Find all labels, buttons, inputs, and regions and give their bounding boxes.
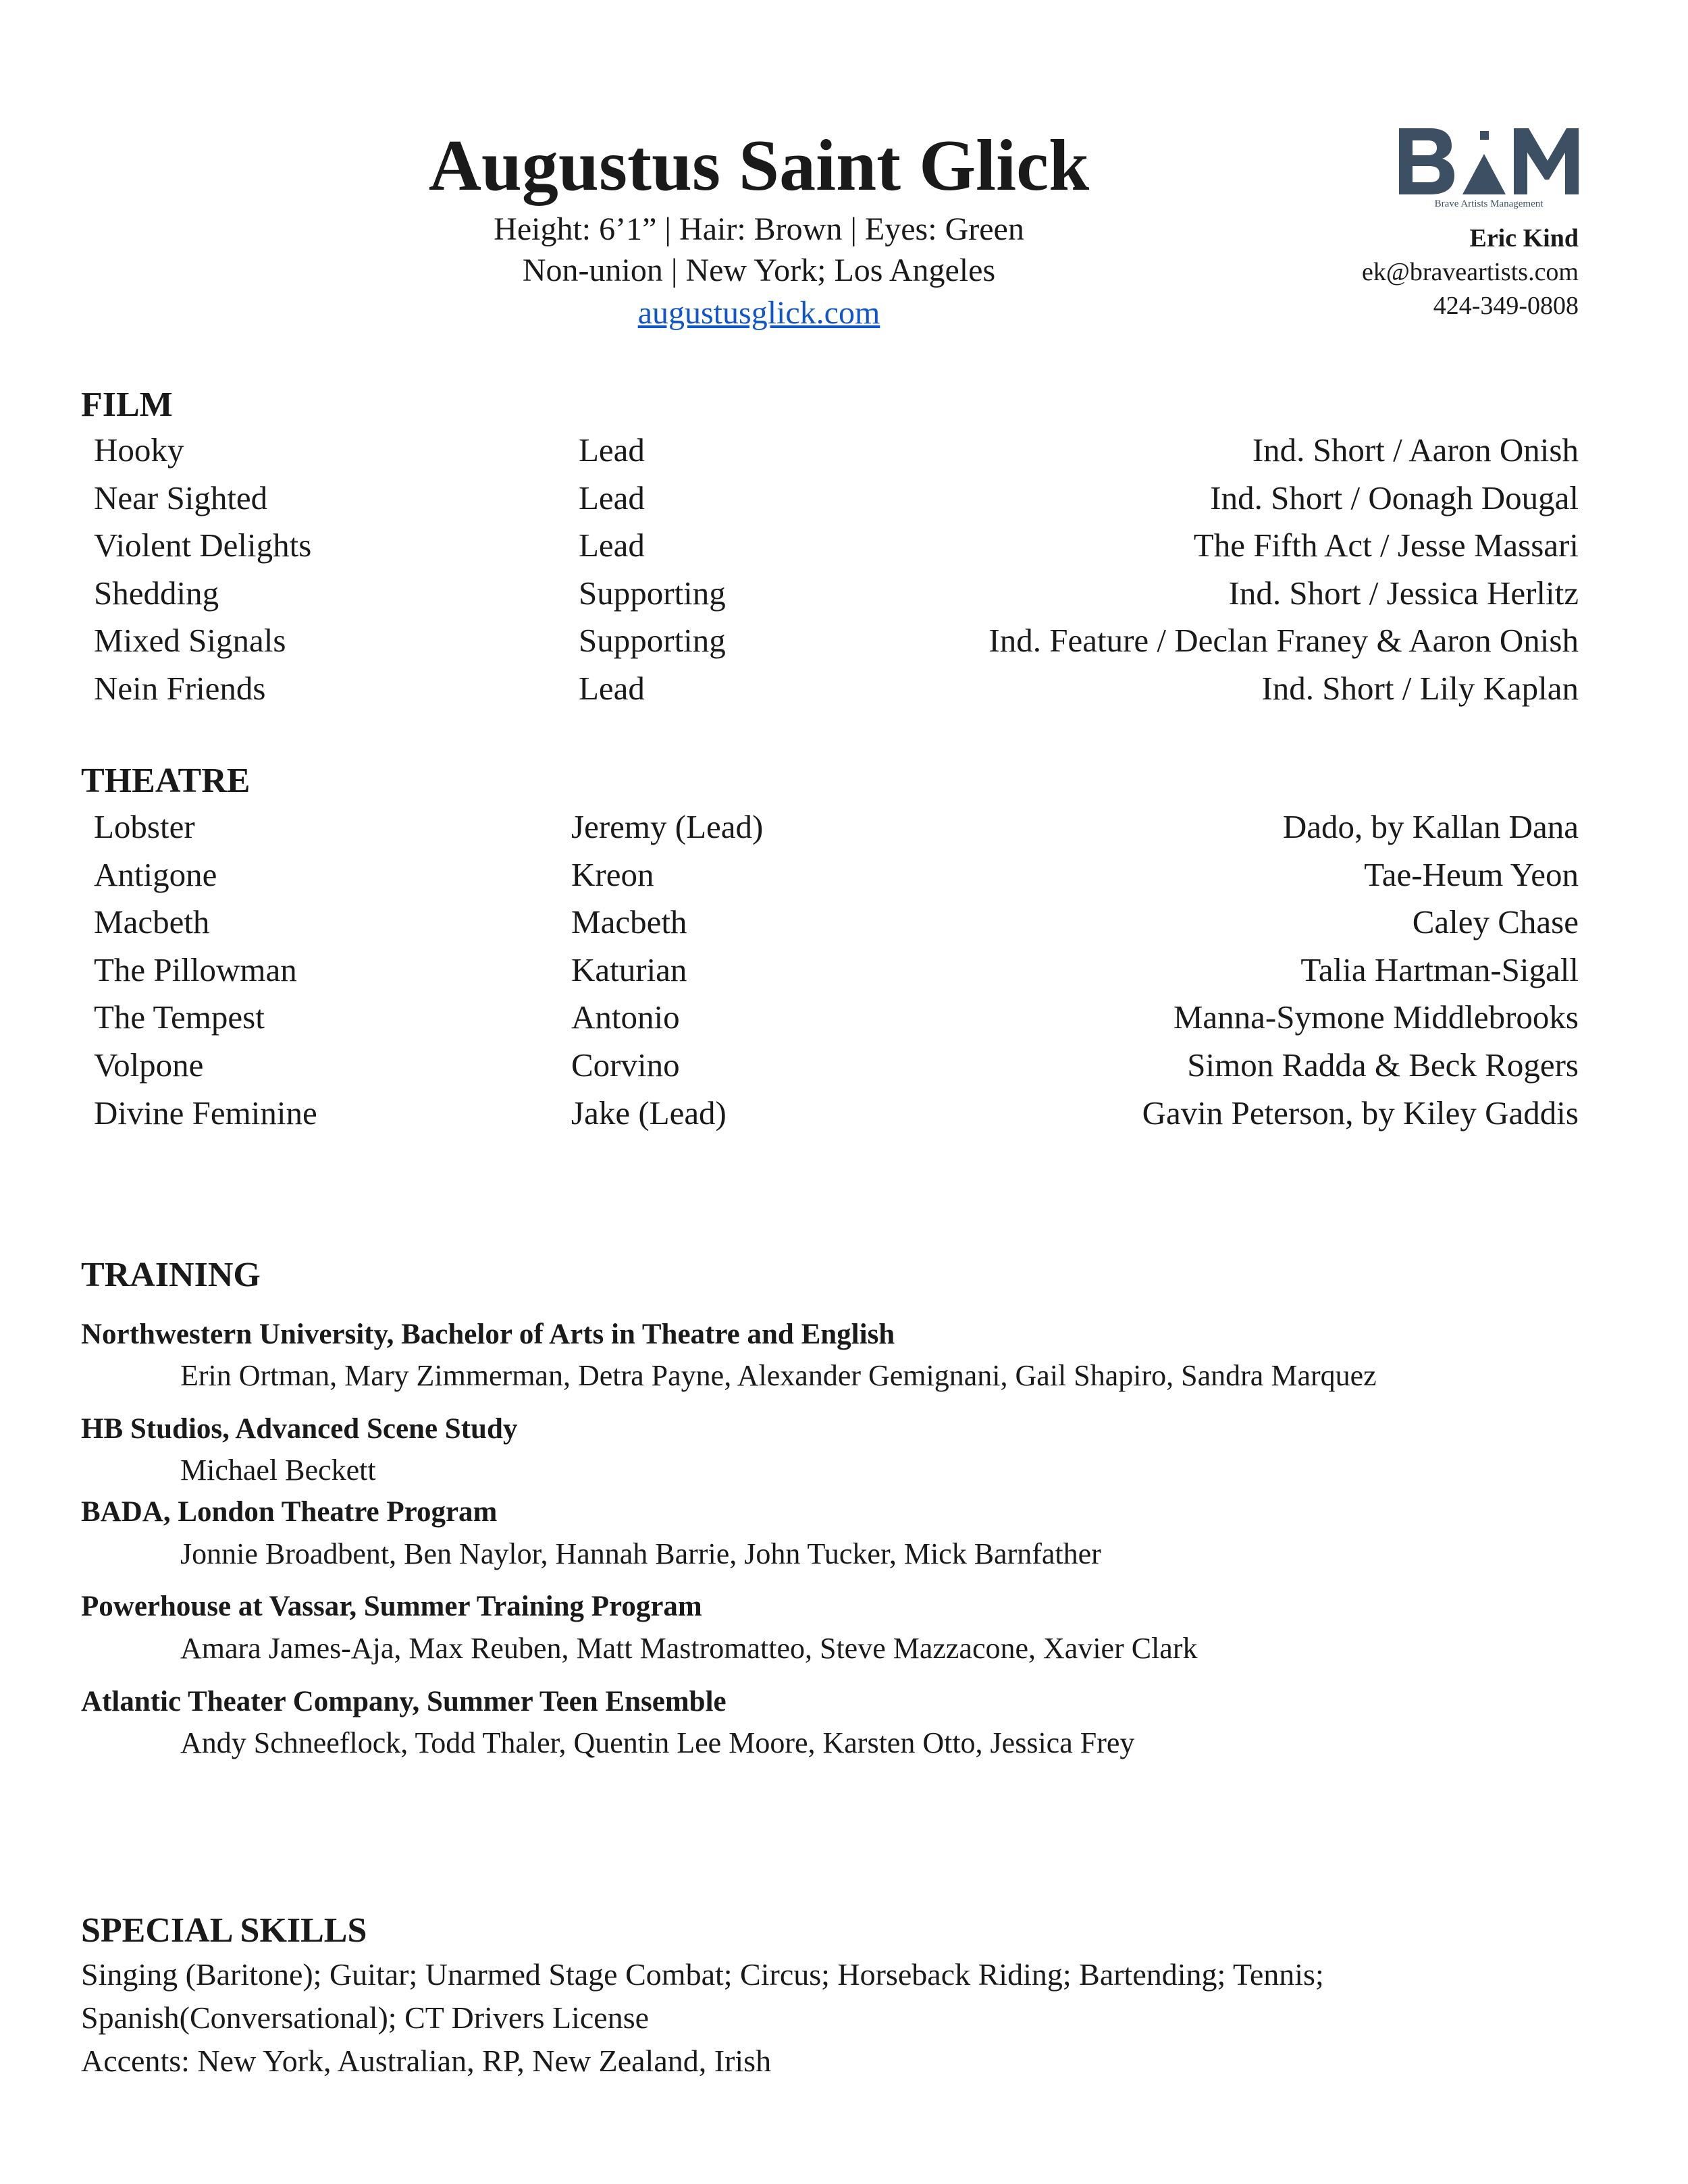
actor-name: Augustus Saint Glick [428, 126, 1090, 206]
theatre-title: Macbeth [94, 903, 210, 940]
film-heading: FILM [81, 385, 173, 424]
theatre-role: Kreon [571, 856, 654, 893]
theatre-role: Antonio [571, 998, 680, 1036]
film-credit: The Fifth Act / Jesse Massari [1193, 527, 1579, 564]
theatre-title: The Pillowman [94, 951, 297, 988]
film-credit: Ind. Feature / Declan Franey & Aaron Onish [988, 622, 1579, 659]
theatre-title: Volpone [94, 1046, 204, 1084]
film-role: Supporting [579, 622, 726, 659]
film-role: Lead [579, 431, 645, 469]
film-title: Shedding [94, 575, 219, 612]
skills-line: Spanish(Conversational); CT Drivers License [81, 2000, 650, 2035]
training-school: Atlantic Theater Company, Summer Teen Ensemble [81, 1686, 727, 1717]
theatre-title: Divine Feminine [94, 1094, 317, 1131]
film-credit: Ind. Short / Aaron Onish [1252, 431, 1579, 469]
union-location: Non-union | New York; Los Angeles [522, 252, 996, 288]
training-school: Northwestern University, Bachelor of Arts in Theatre and English [81, 1319, 895, 1350]
theatre-role: Corvino [571, 1046, 680, 1084]
training-teachers: Jonnie Broadbent, Ben Naylor, Hannah Barrie, John Tucker, Mick Barnfather [180, 1537, 1101, 1570]
training-school: HB Studios, Advanced Scene Study [81, 1413, 518, 1445]
film-role: Lead [579, 479, 645, 516]
theatre-credit: Caley Chase [1412, 903, 1579, 940]
film-title: Violent Delights [94, 527, 312, 564]
logo-subtitle: Brave Artists Management [1434, 198, 1544, 209]
theatre-title: Antigone [94, 856, 217, 893]
training-school: BADA, London Theatre Program [81, 1496, 498, 1528]
film-credit: Ind. Short / Lily Kaplan [1261, 670, 1579, 707]
training-teachers: Erin Ortman, Mary Zimmerman, Detra Payne, Alexander Gemignani, Gail Shapiro, Sandra Marquez [180, 1359, 1377, 1392]
training-heading: TRAINING [81, 1256, 261, 1294]
film-title: Mixed Signals [94, 622, 286, 659]
theatre-credit: Talia Hartman-Sigall [1300, 951, 1579, 988]
skills-heading: SPECIAL SKILLS [81, 1911, 367, 1950]
film-role: Lead [579, 527, 645, 564]
theatre-heading: THEATRE [81, 762, 250, 800]
theatre-credit: Dado, by Kallan Dana [1282, 808, 1579, 845]
film-title: Nein Friends [94, 670, 266, 707]
film-title: Near Sighted [94, 479, 268, 516]
theatre-role: Katurian [571, 951, 687, 988]
training-teachers: Amara James-Aja, Max Reuben, Matt Mastromatteo, Steve Mazzacone, Xavier Clark [180, 1632, 1198, 1665]
theatre-title: Lobster [94, 808, 195, 845]
film-credit: Ind. Short / Oonagh Dougal [1210, 479, 1579, 516]
film-title: Hooky [94, 431, 184, 469]
agent-email[interactable]: ek@braveartists.com [1362, 258, 1579, 286]
theatre-role: Jake (Lead) [571, 1094, 727, 1131]
website-link[interactable]: augustusglick.com [637, 295, 880, 331]
agent-phone: 424-349-0808 [1433, 292, 1579, 320]
skills-line: Accents: New York, Australian, RP, New Zealand, Irish [81, 2044, 772, 2078]
agent-name: Eric Kind [1469, 224, 1579, 252]
theatre-credit: Simon Radda & Beck Rogers [1187, 1046, 1579, 1084]
skills-line: Singing (Baritone); Guitar; Unarmed Stage Combat; Circus; Horseback Riding; Bartending; Tennis; [81, 1957, 1324, 1992]
theatre-role: Jeremy (Lead) [571, 808, 764, 845]
theatre-title: The Tempest [94, 998, 265, 1036]
bam-logo [1398, 122, 1580, 209]
theatre-role: Macbeth [571, 903, 687, 940]
physical-stats: Height: 6’1” | Hair: Brown | Eyes: Green [494, 211, 1024, 247]
training-teachers: Andy Schneeflock, Todd Thaler, Quentin Lee Moore, Karsten Otto, Jessica Frey [180, 1726, 1135, 1759]
training-teachers: Michael Beckett [180, 1454, 376, 1487]
theatre-credit: Gavin Peterson, by Kiley Gaddis [1142, 1094, 1579, 1131]
training-school: Powerhouse at Vassar, Summer Training Program [81, 1591, 702, 1622]
theatre-credit: Manna-Symone Middlebrooks [1173, 998, 1579, 1036]
film-role: Supporting [579, 575, 726, 612]
film-credit: Ind. Short / Jessica Herlitz [1228, 575, 1579, 612]
theatre-credit: Tae-Heum Yeon [1364, 856, 1579, 893]
film-role: Lead [579, 670, 645, 707]
